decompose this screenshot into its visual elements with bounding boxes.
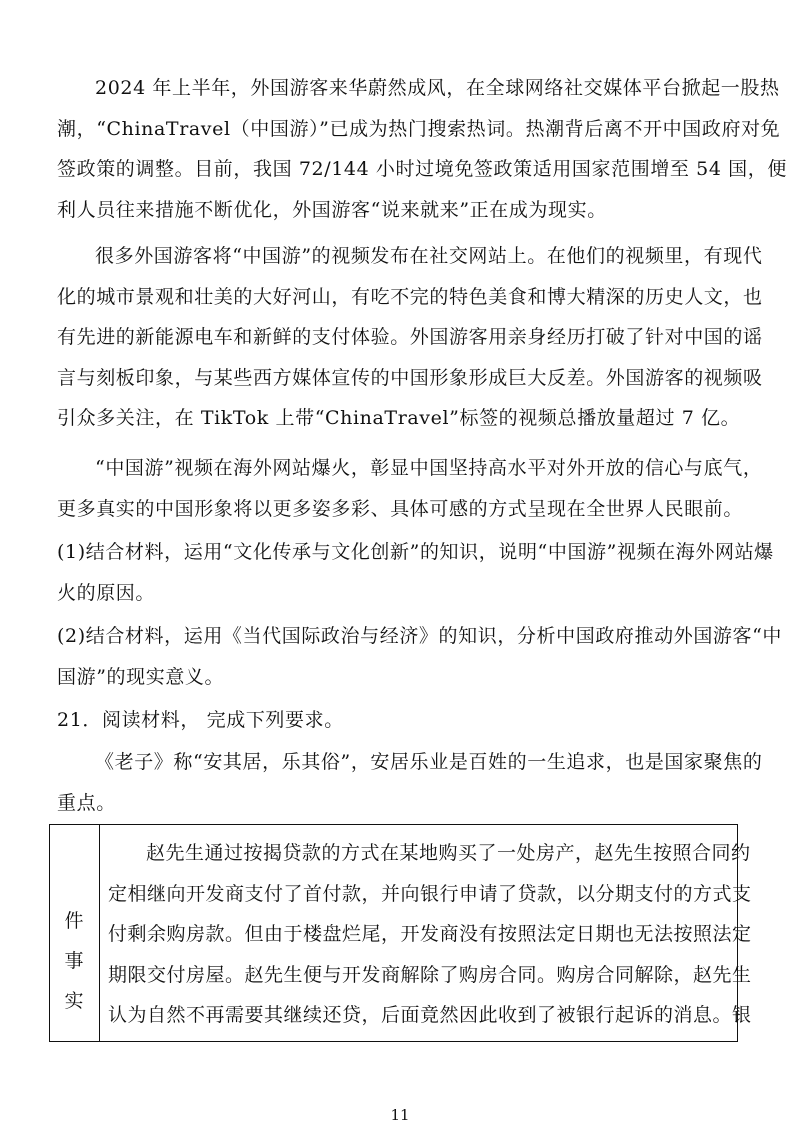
question-1 [57, 532, 774, 613]
text-line: (2)结合材料，运用《当代国际政治与经济》的知识，分析中国政府推动外国游客“中 [57, 625, 783, 647]
case-text [108, 833, 752, 1036]
intro-paragraph [57, 742, 763, 823]
text-line: 很多外国游客将“中国游”的视频发布在社交网站上。在他们的视频里，有现代 [95, 245, 763, 267]
case-facts-table [49, 824, 752, 1042]
text-line: 21．阅读材料， 完成下列要求。 [57, 709, 344, 731]
text-line: 引众多关注，在 TikTok 上带“ChinaTravel”标签的视频总播放量超过 7 亿。 [57, 407, 741, 429]
question-2 [57, 616, 783, 697]
text-line: 期限交付房屋。赵先生便与开发商解除了购房合同。购房合同解除，赵先生 [108, 963, 752, 986]
text-line: 更多真实的中国形象将以更多姿多彩、具体可感的方式呈现在全世界人民眼前。 [57, 497, 744, 520]
text-line: 潮，“ChinaTravel（中国游）”已成为热门搜索热词。热潮背后离不开中国政府对免 [57, 117, 781, 140]
text-line: 付剩余购房款。但由于楼盘烂尾，开发商没有按照法定日期也无法按照法定 [108, 923, 752, 945]
text-line: “中国游”视频在海外网站爆火，彰显中国坚持高水平对外开放的信心与底气， [95, 457, 763, 479]
text-line: 赵先生通过按揭贷款的方式在某地购买了一处房产，赵先生按照合同约 [146, 842, 751, 864]
text-line: 认为自然不再需要其继续还贷，后面竟然因此收到了被银行起诉的消息。银 [108, 1004, 752, 1026]
paragraph-2 [57, 236, 763, 439]
text-line: 《老子》称“安其居，乐其俗”，安居乐业是百姓的一生追求，也是国家聚焦的 [95, 751, 763, 773]
text-line: 化的城市景观和壮美的大好河山，有吃不完的特色美食和博大精深的历史人文，也 [57, 285, 763, 308]
text-line: 言与刻板印象，与某些西方媒体宣传的中国形象形成巨大反差。外国游客的视频吸 [57, 366, 763, 389]
page-number: 11 [390, 1106, 410, 1124]
text-line: (1)结合材料，运用“文化传承与文化创新”的知识，说明“中国游”视频在海外网站爆 [57, 541, 774, 563]
case-label-column [50, 825, 100, 1041]
text-line: 重点。 [57, 791, 116, 814]
paragraph-1 [57, 68, 787, 230]
label-char: 件 [64, 910, 84, 932]
text-line: 火的原因。 [57, 581, 156, 604]
text-line: 国游”的现实意义。 [57, 665, 225, 688]
text-line: 定相继向开发商支付了首付款，并向银行申请了贷款，以分期支付的方式支 [108, 882, 752, 905]
label-char: 事 [64, 950, 84, 972]
text-line: 签政策的调整。目前，我国 72/144 小时过境免签政策适用国家范围增至 54 国，便 [57, 158, 787, 180]
question-21-heading [57, 700, 747, 741]
text-line: 利人员往来措施不断优化，外国游客“说来就来”正在成为现实。 [57, 198, 607, 221]
label-char: 实 [64, 990, 84, 1012]
paragraph-3 [57, 448, 763, 529]
text-line: 2024 年上半年，外国游客来华蔚然成风，在全球网络社交媒体平台掀起一股热 [95, 77, 780, 99]
text-line: 有先进的新能源电车和新鲜的支付体验。外国游客用亲身经历打破了针对中国的谣 [57, 326, 763, 348]
